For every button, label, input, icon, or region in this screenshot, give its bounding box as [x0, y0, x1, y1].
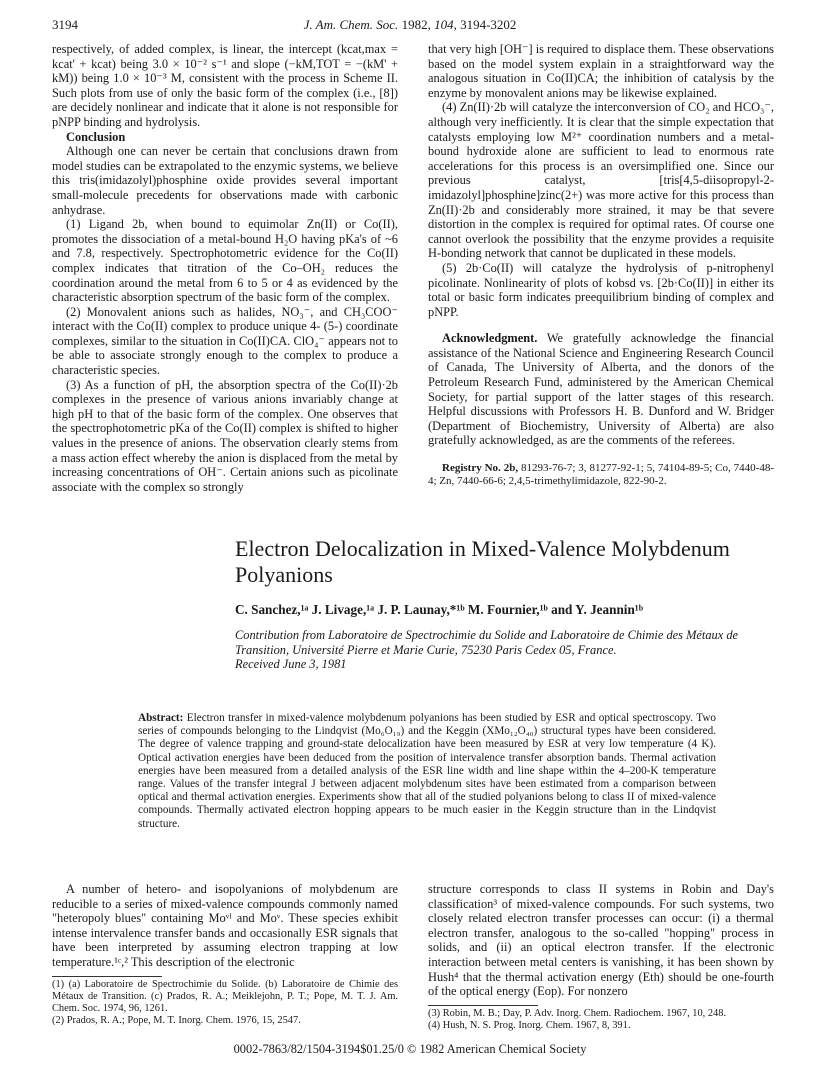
received-date: Received June 3, 1981 — [235, 657, 347, 672]
page-number: 3194 — [52, 17, 78, 32]
journal-year: 1982, — [401, 17, 431, 32]
paragraph: that very high [OH⁻] is required to displace them. These observations based on the model system explain in a straightforward way the analogous situation in Co(II)CA; the inhibition of catalysis by the enzyme by monovalent anions may be likewise explained. — [428, 42, 774, 100]
left-column-bottom — [52, 882, 398, 1027]
footnotes — [52, 979, 398, 1027]
acknowledgment-text: We gratefully acknowledge the financial assistance of the National Science and Engineering Research Council of Canada, The University of Alberta, and the donors of the Petroleum Research Fund, administered by the American Chemical Society, for partial support of the latter stages of this research. Helpful discussions with Professors H. B. Dunford and W. Bridger (Department of Biochemistry, University of Alberta) are also gratefully acknowledged, as are the comments of the referees. — [428, 331, 774, 448]
right-column-bottom — [428, 882, 774, 1032]
right-column-top — [428, 42, 774, 488]
footnote: (3) Robin, M. B.; Day, P. Adv. Inorg. Chem. Radiochem. 1967, 10, 248. — [428, 1007, 727, 1019]
article-title: Electron Delocalization in Mixed-Valence Molybdenum Polyanions — [235, 536, 730, 587]
footnotes — [428, 1008, 774, 1032]
section-heading-conclusion: Conclusion — [66, 129, 126, 144]
abstract — [138, 712, 716, 831]
copyright-footer: 0002-7863/82/1504-3194$01.25/0 © 1982 American Chemical Society — [233, 1042, 587, 1056]
paragraph: (3) As a function of pH, the absorption spectra of the Co(II)·2b complexes in the presence of various anions invariably change at high pH to that of the basic form of the complex. One observes that the spectrophotometric pKa of the Co(II) complex is shifted to higher values in the presence of anions. The observation clearly stems from a mass action effect whereby the anion is displaced from the metal by increasing concentrations of OH⁻. Certain anions such as picolinate associate with the complex so strongly — [52, 377, 398, 494]
acknowledgment-lead: Acknowledgment. — [442, 331, 538, 346]
paragraph: (2) Monovalent anions such as halides, NO₃⁻, and CH₃COO⁻ interact with the Co(II) complex to produce unique 4- (5-) coordinate complexes, similar to the situation in Co(II)CA. ClO₄⁻ appears not to be able to associate strongly enough to the complex to produce a characteristic species. — [52, 304, 398, 378]
paragraph: respectively, of added complex, is linear, the intercept (kcat,max = kcat' + kcat) being 3.0 × 10⁻² s⁻¹ and slope (−kM,TOT = −(kM' + kM)) being 1.0 × 10⁻³ M, consistent with the process in Scheme II. Such plots from use of only the basic form of the complex (i.e., [8]) are decidely nonlinear and indicate that it alone is not responsible for pNPP binding and hydrolysis. — [52, 42, 398, 129]
paragraph: (4) Zn(II)·2b will catalyze the interconversion of CO₂ and HCO₃⁻, although very inefficiently. It is clear that the simple expectation that catalysts employing low M²⁺ coordination numbers and a metal-bound hydroxide alone are sufficient to lead to enormous rate accelerations for this process is an oversimplified one. Since our previous catalyst, [tris[4,5-diisopropyl-2-imidazolyl]phosphine]zinc(2+) was more active for this process than Zn(II)·2b and considerably more strained, it may be that severe distortion in the complex is required for optimal rates. Of course one cannot overlook the possibility that the enzyme provides a requisite H-bonding network that cannot be duplicated in these models. — [428, 100, 774, 261]
paragraph: structure corresponds to class II systems in Robin and Day's classification³ of mixed-valence compounds. For such systems, two closely related electron transfer processes can occur: (i) a thermal electron transfer, analogous to the so-called "hopping" process in solids, and (ii) an optical electron transfer. If the electronic interaction between metal centers is vanishing, it has been shown by Hush⁴ that the thermal activation energy (Eth) should be one-fourth of the optical energy (Eop). For nonzero — [428, 882, 774, 999]
registry-lead: Registry No. 2b, — [442, 462, 519, 475]
paragraph: Although one can never be certain that conclusions drawn from model studies can be extrapolated to the enzymic systems, we believe this tris(imidazolyl)phosphine oxide provides several important small-molecule precedents for observations made with carbonic anhydrase. — [52, 144, 398, 217]
abstract-text: Electron transfer in mixed-valence molybdenum polyanions has been studied by ESR and optical spectroscopy. Two series of compounds belonging to the Lindqvist (Mo₆O₁₉) and the Keggin (XMo₁₂O₄₀) structural types have been considered. The degree of valence trapping and ground-state delocalization have been measured by ESR at very low temperature (4 K). Optical activation energies have been deduced from the position of intervalence transfer absorption bands. Thermal activation energies have been measured from a detailed analysis of the ESR line width and line shape within the 4–200-K temperature range. Values of the transfer integral J between adjacent molybdenum sites have been estimated from a comparison between optical and thermal activation energies. Experiments show that all of the studied polyanions belong to class II of mixed-valence compounds. Thermally activated electron hopping appears to be much easier in the Keggin structure than in the Lindqvist structure. — [138, 712, 716, 830]
footnote-divider — [52, 976, 162, 977]
footnote-divider — [428, 1005, 538, 1006]
affiliation — [235, 628, 775, 672]
footnote: (4) Hush, N. S. Prog. Inorg. Chem. 1967, 8, 391. — [428, 1019, 631, 1031]
footnote: (2) Prados, R. A.; Pope, M. T. Inorg. Chem. 1976, 15, 2547. — [52, 1014, 301, 1026]
footnote: (1) (a) Laboratoire de Spectrochimie du Solide. (b) Laboratoire de Chimie des Métaux de Transition. (c) Prados, R. A.; Meiklejohn, P. T.; Pope, M. T. J. Am. Chem. Soc. 1974, 96, 1261. — [52, 978, 398, 1014]
journal-volume: 104, — [434, 17, 457, 32]
journal-pages: 3194-3202 — [460, 17, 517, 32]
journal-name: J. Am. Chem. Soc. — [303, 17, 399, 32]
paragraph: (5) 2b·Co(II) will catalyze the hydrolysis of p-nitrophenyl picolinate. Nonlinearity of plots of kobsd vs. [2b·Co(II)] in either its total or basic form indicates preequilibrium binding of complex and pNPP. — [428, 260, 774, 319]
abstract-label: Abstract: — [138, 712, 184, 724]
registry-numbers — [428, 462, 774, 488]
running-head — [52, 16, 768, 34]
affiliation-text: Contribution from Laboratoire de Spectrochimie du Solide and Laboratoire de Chimie des Métaux de Transition, Université Pierre et Marie Curie, 75230 Paris Cedex 05, France. — [235, 628, 739, 657]
author-list: C. Sanchez,¹ᵃ J. Livage,¹ᵃ J. P. Launay,*¹ᵇ M. Fournier,¹ᵇ and Y. Jeannin¹ᵇ — [235, 602, 644, 617]
paragraph: (1) Ligand 2b, when bound to equimolar Zn(II) or Co(II), promotes the dissociation of a metal-bound H₂O having pKa's of ~6 and 7.8, respectively. Spectrophotometric evidence for the Co(II) complex indicates that titration of the Co–OH₂ reduces the coordination around the metal from 6 to 5 or 4 as evidenced by the characteristic absorption spectrum of the basic form of the complex. — [52, 217, 398, 305]
journal-citation — [52, 16, 768, 34]
acknowledgment — [428, 331, 774, 448]
paragraph: A number of hetero- and isopolyanions of molybdenum are reducible to a series of mixed-valence compounds commonly named "heteropoly blues" containing Moᵛᴵ and Moᵛ. These species exhibit intense intervalence transfer bands and occasionally ESR signals that have been interpreted by assuming electron trapping at low temperature.¹ᶜ,² This description of the electronic — [52, 882, 398, 969]
registry-text: 81293-76-7; 3, 81277-92-1; 5, 74104-89-5; Co, 7440-48-4; Zn, 7440-66-6; 2,4,5-trimethylimidazole, 822-90-2. — [428, 462, 774, 488]
article-header — [235, 536, 775, 672]
left-column-top — [52, 42, 398, 494]
